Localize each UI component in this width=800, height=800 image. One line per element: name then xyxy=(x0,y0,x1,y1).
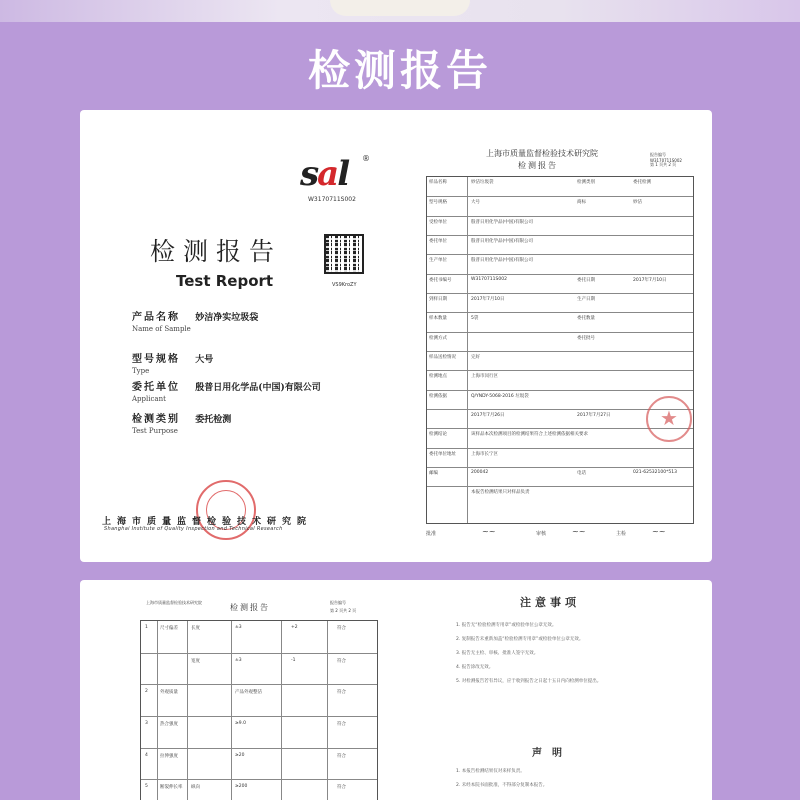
table-cell: Q/YNDY-5068-2016 垃圾袋 xyxy=(471,393,529,399)
report-page-number: 第 1 页共 2 页 xyxy=(650,162,677,167)
table-cell: 2 xyxy=(145,689,148,695)
signature-icon: ~~ xyxy=(482,527,496,536)
table-cell: 该样品本次检测项目的检测结果符合上述检测依据相关要求 xyxy=(471,432,588,438)
table-cell: 上海市闵行区 xyxy=(471,374,498,380)
report-page-2 xyxy=(140,596,378,800)
field-label-en: Applicant xyxy=(132,395,166,403)
test-label: 主检 xyxy=(616,531,627,537)
table-cell: 到样日期 xyxy=(429,297,447,302)
statement-title: 声明 xyxy=(532,748,572,759)
table-row xyxy=(141,716,377,748)
statement-item: 1. 本报告检测结果仅对来样负责。 xyxy=(456,769,525,774)
table-row xyxy=(427,216,693,235)
table-cell: 受检单位 xyxy=(429,219,447,225)
signature-icon: ~~ xyxy=(652,527,666,536)
table-row xyxy=(427,448,693,467)
table-cell: 符合 xyxy=(337,753,346,759)
table-cell: 检测结论 xyxy=(429,432,447,438)
table-row xyxy=(427,235,693,254)
field-label: 型号规格 xyxy=(132,354,180,365)
cushion-photo xyxy=(330,0,470,16)
table-row xyxy=(427,177,693,196)
table-cell: 委托检测 xyxy=(633,180,651,185)
table-cell: W3170711S002 xyxy=(471,276,507,282)
table-cell: 检测地点 xyxy=(429,374,447,380)
table-cell: 商标 xyxy=(577,200,586,206)
table-row xyxy=(427,370,693,389)
field-label-en: Test Purpose xyxy=(132,427,178,435)
table-row xyxy=(141,684,377,716)
field-sample-name xyxy=(132,308,258,333)
table-cell: 符合 xyxy=(337,690,346,696)
table-cell: 上海市长宁区 xyxy=(471,451,498,457)
report-number: 报告编号 W3170711S002 xyxy=(650,152,682,163)
table-cell: 电话 xyxy=(577,471,586,476)
review-label: 审核 xyxy=(536,531,547,537)
registered-icon: ® xyxy=(362,154,370,163)
table-cell: 殷普日用化学品(中国)有限公司 xyxy=(471,258,534,264)
table-cell: 检测类别 xyxy=(577,180,595,185)
table-cell: 2017年7月26日 xyxy=(471,413,505,418)
approve-label: 批准 xyxy=(426,531,437,537)
table-cell: 2017年7月10日 xyxy=(633,277,667,283)
field-value: 大号 xyxy=(195,355,214,365)
table-cell: ±3 xyxy=(235,657,242,663)
table-cell: 符合 xyxy=(337,785,346,791)
table-cell: 委托日期 xyxy=(577,277,595,283)
report-card-secondary xyxy=(80,580,712,800)
table-cell: 样本数量 xyxy=(429,316,447,322)
table-cell: 生产日期 xyxy=(577,297,595,302)
notice-item: 1. 报告无“检验检测专用章”或检验单位公章无效。 xyxy=(456,623,557,628)
table-cell: 021-62532100*513 xyxy=(633,470,677,475)
table-row xyxy=(427,254,693,273)
report-institute: 上海市质量监督检验技术研究院 xyxy=(146,600,202,605)
table-row xyxy=(427,196,693,215)
field-label: 委托单位 xyxy=(132,382,180,393)
table-cell: 断裂伸长率 xyxy=(160,785,183,791)
report-heading: 检测报告 xyxy=(518,161,558,170)
results-table xyxy=(140,620,378,800)
table-cell: 完好 xyxy=(471,355,480,360)
notice-page xyxy=(416,592,696,800)
table-row xyxy=(141,748,377,780)
field-type xyxy=(132,350,213,375)
table-cell: 殷普日用化学品(中国)有限公司 xyxy=(471,239,534,244)
notice-item: 4. 报告涂改无效。 xyxy=(456,665,494,670)
table-cell: 样品名称 xyxy=(429,180,447,185)
report-table xyxy=(426,176,694,524)
sqi-logo: sal xyxy=(300,154,349,194)
table-cell: 邮编 xyxy=(429,471,438,476)
field-value: 殷普日用化学品(中国)有限公司 xyxy=(195,383,321,393)
field-applicant xyxy=(132,378,321,403)
table-cell: -1 xyxy=(291,657,296,663)
report-number: 报告编号 xyxy=(330,600,346,605)
field-label-en: Name of Sample xyxy=(132,325,191,333)
table-cell: 妙洁 xyxy=(633,200,642,206)
table-row xyxy=(427,274,693,293)
table-cell: 2017年7月27日 xyxy=(577,413,611,418)
note-text: 本报告检测结果只对样品负责 xyxy=(471,490,530,496)
report-institute: 上海市质量监督检验技术研究院 xyxy=(486,149,598,158)
table-row xyxy=(427,467,693,486)
table-cell: 型号规格 xyxy=(429,200,447,206)
cover-title-en: Test Report xyxy=(176,272,274,290)
table-cell: 200042 xyxy=(471,470,489,475)
statement-item: 2. 未经本院书面批准，不得部分复制本报告。 xyxy=(456,783,548,788)
field-test-purpose xyxy=(132,410,231,435)
official-seal-icon xyxy=(646,396,692,442)
table-cell: 拉伸强度 xyxy=(160,753,178,759)
table-cell: 符合 xyxy=(337,626,346,631)
star-icon: ★ xyxy=(660,406,678,430)
table-cell: 委托单位 xyxy=(429,239,447,244)
table-cell: 4 xyxy=(145,752,148,758)
notice-item: 5. 对检测报告若有异议，应于收到报告之日起十五日内向检测单位提出。 xyxy=(456,679,602,684)
table-cell: 宽度 xyxy=(191,658,200,664)
table-cell: 尺寸偏差 xyxy=(160,626,178,631)
table-cell: 热合强度 xyxy=(160,722,178,727)
field-value: 委托检测 xyxy=(195,415,232,425)
table-cell: 殷普日用化学品(中国)有限公司 xyxy=(471,219,534,225)
table-cell: ≥20 xyxy=(235,752,245,758)
signature-icon: ~~ xyxy=(572,527,586,536)
cover-institute-cn: 上海市质量监督检验技术研究院 xyxy=(102,517,313,527)
report-page-1 xyxy=(426,140,694,552)
table-cell: 2017年7月10日 xyxy=(471,297,505,302)
table-cell: 5 xyxy=(145,784,148,790)
table-cell: 委托书编号 xyxy=(429,277,452,283)
table-cell: ≥200 xyxy=(235,784,248,790)
table-cell: 检测方式 xyxy=(429,335,447,341)
field-label-en: Type xyxy=(132,367,150,375)
table-note xyxy=(427,486,693,496)
table-row xyxy=(141,779,377,800)
table-cell: 样品送检情况 xyxy=(429,355,456,360)
report-heading: 检测报告 xyxy=(230,603,270,612)
notice-item: 2. 复制报告未重新加盖“检验检测专用章”或检验单位公章无效。 xyxy=(456,637,584,642)
table-cell: 符合 xyxy=(337,722,346,727)
table-cell: 委托数量 xyxy=(577,316,595,322)
table-cell: 1 xyxy=(145,625,148,630)
table-cell: 3 xyxy=(145,721,148,726)
cover-institute-en: Shanghai Institute of Quality Inspection and Technical Research xyxy=(104,526,283,532)
table-cell: 委托批号 xyxy=(577,335,595,341)
table-row xyxy=(427,332,693,351)
field-label: 检测类别 xyxy=(132,414,180,425)
notice-title: 注意事项 xyxy=(520,596,580,609)
table-row xyxy=(427,312,693,331)
table-cell: 产品外观整洁 xyxy=(235,690,262,696)
cover-title-cn: 检测报告 xyxy=(150,237,283,266)
report-page-number: 第 2 页共 2 页 xyxy=(330,608,357,613)
report-cover xyxy=(80,110,400,562)
table-cell: 检测依据 xyxy=(429,393,447,399)
table-cell: 5袋 xyxy=(471,316,479,322)
cover-report-number: W3170711S002 xyxy=(308,196,356,203)
table-cell: 纵向 xyxy=(191,785,200,791)
table-cell: 大号 xyxy=(471,200,480,206)
qr-code-icon xyxy=(324,234,364,274)
table-cell: 生产单位 xyxy=(429,258,447,264)
table-row xyxy=(427,293,693,312)
page-title: 检测报告 xyxy=(307,46,492,95)
top-photo-strip xyxy=(0,0,800,22)
table-row xyxy=(141,653,377,685)
qr-code-text: VS9KroZY xyxy=(332,282,357,288)
table-cell: 符合 xyxy=(337,658,346,664)
table-row xyxy=(427,351,693,370)
table-cell: ≥9.0 xyxy=(235,721,246,726)
notice-item: 3. 报告无主检、审核、批准人签字无效。 xyxy=(456,651,539,656)
report-card-main xyxy=(80,110,712,562)
table-cell: +2 xyxy=(291,625,298,630)
field-label: 产品名称 xyxy=(132,312,180,323)
table-cell: 委托单位地址 xyxy=(429,451,456,457)
field-value: 妙洁净实垃圾袋 xyxy=(195,313,259,323)
table-cell: 长度 xyxy=(191,626,200,631)
table-row xyxy=(141,621,377,653)
table-cell: ±3 xyxy=(235,625,242,630)
table-cell: 妙洁垃圾袋 xyxy=(471,180,494,185)
table-cell: 外观质量 xyxy=(160,690,178,696)
